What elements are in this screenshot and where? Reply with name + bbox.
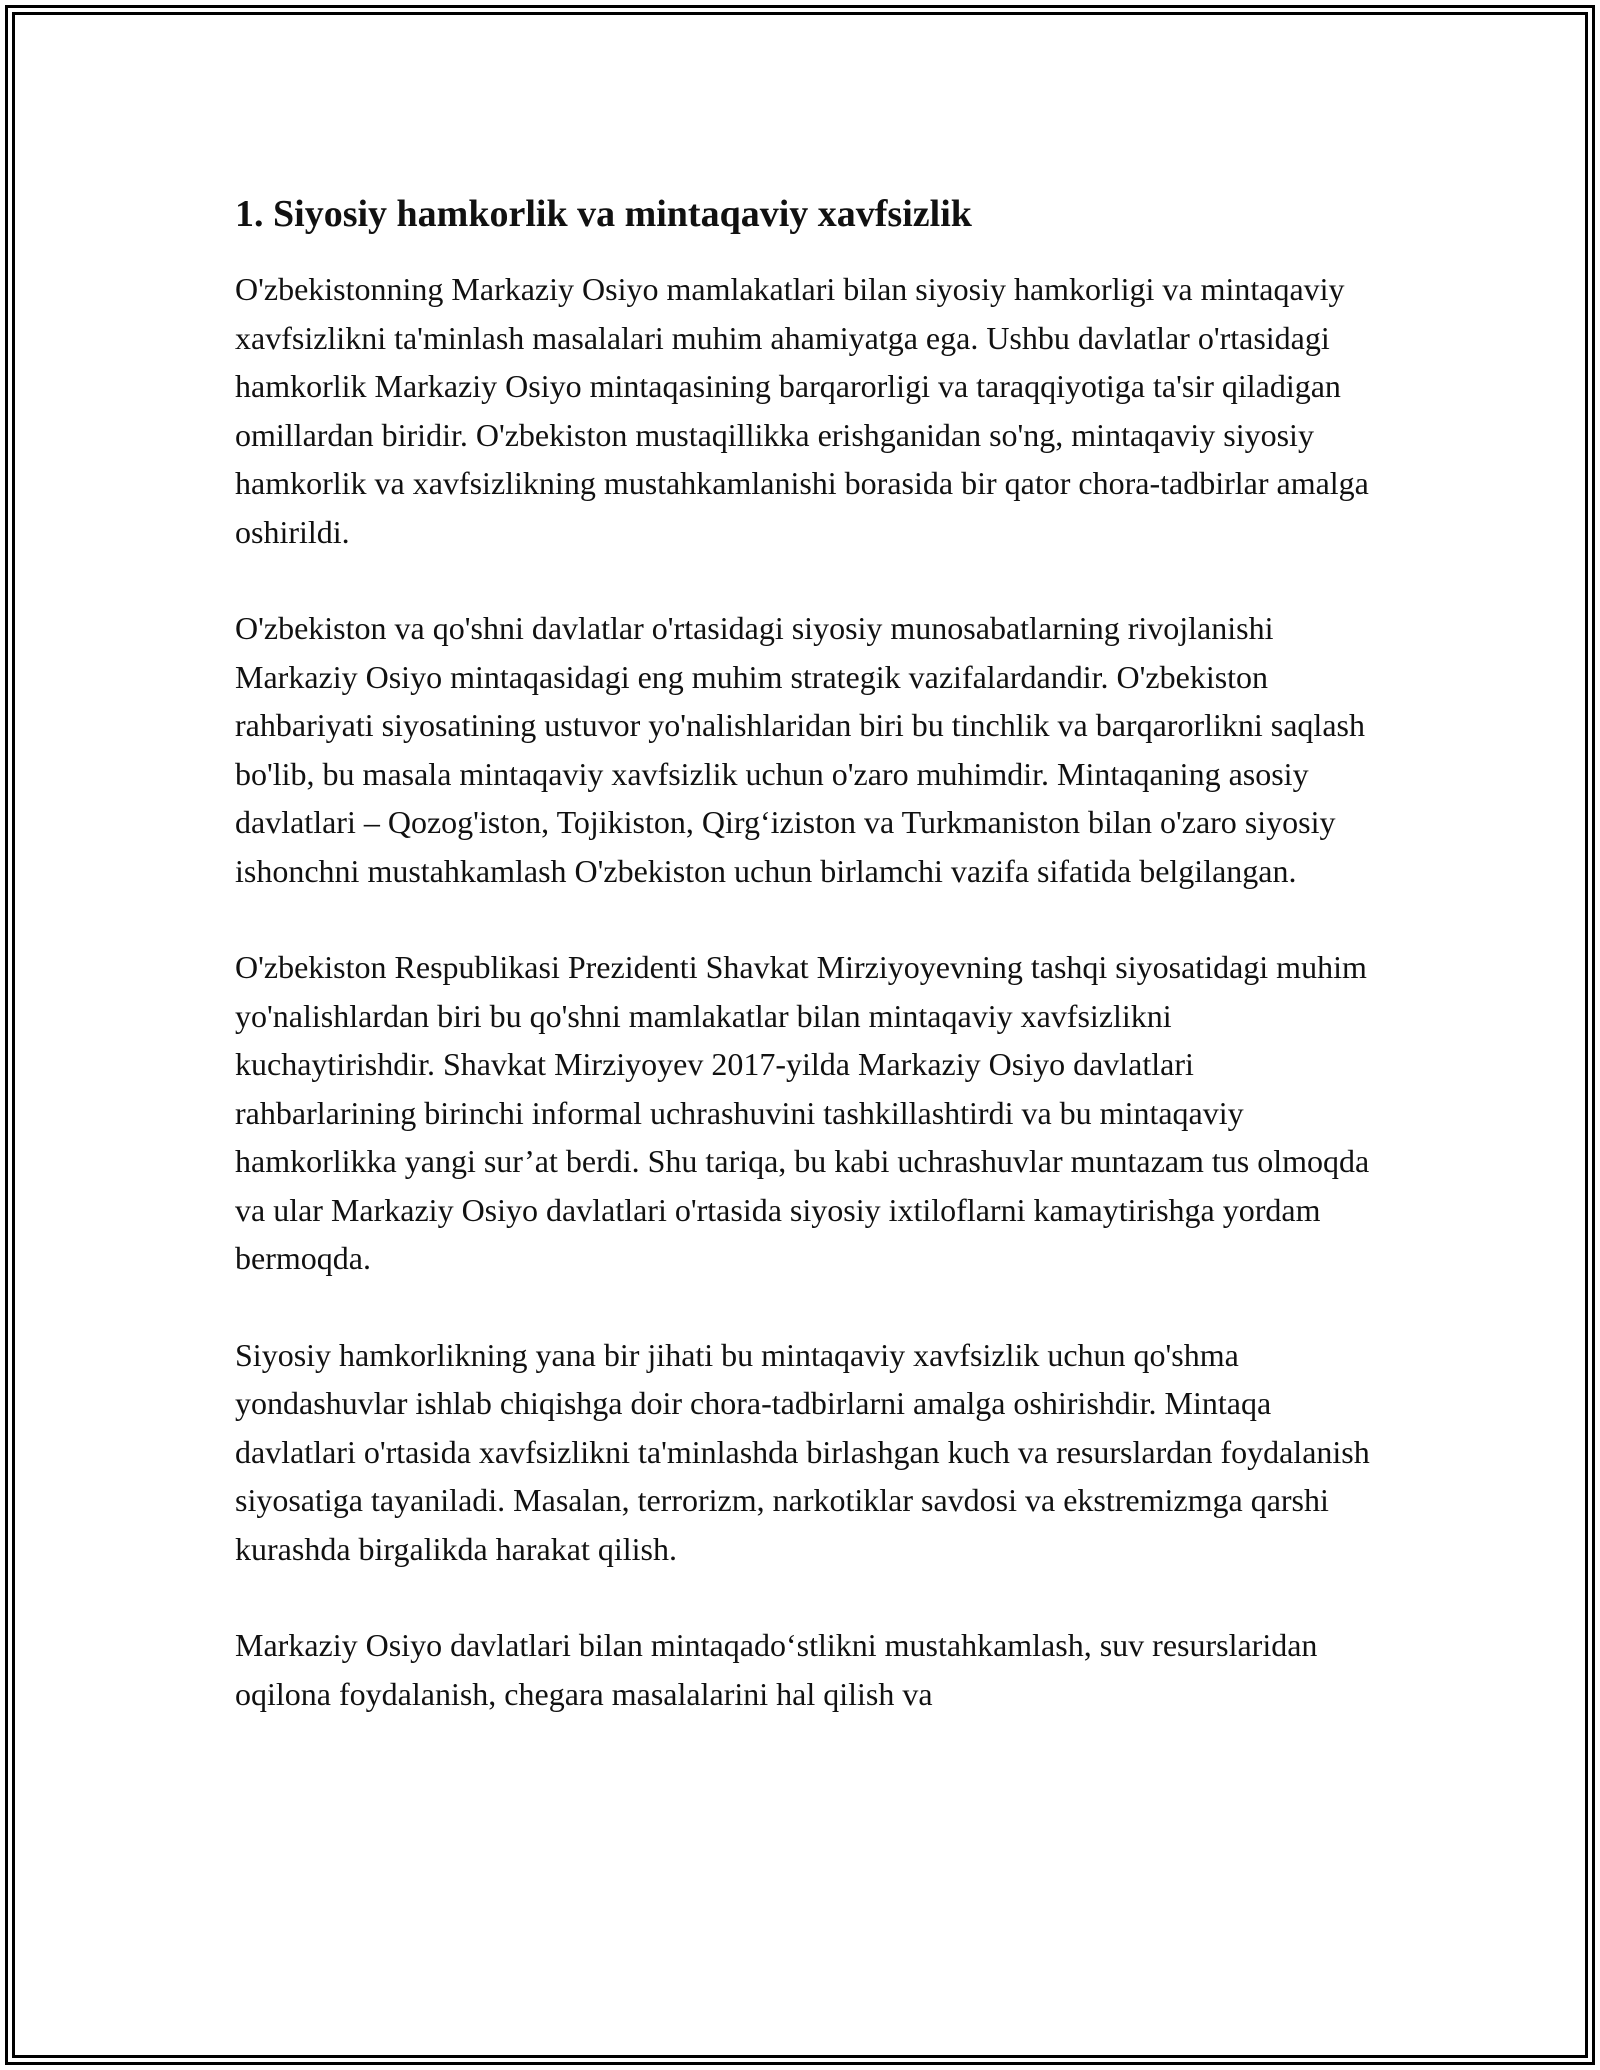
paragraph-2: O'zbekiston va qo'shni davlatlar o'rtasidagi siyosiy munosabatlarning rivojlanishi Markaziy Osiyo mintaqasidagi eng muhim strategik vazifalardandir. O'zbekiston rahbariyati siyosatining ustuvor yo'nalishlaridan biri bu tinchlik va barqarorlikni saqlash bo'lib, bu masala mintaqaviy xavfsizlik uchun o'zaro muhimdir. Mintaqaning asosiy davlatlari – Qozog'iston, Tojikiston, Qirg‘iziston va Turkmaniston bilan o'zaro siyosiy ishonchni mustahkamlash O'zbekiston uchun birlamchi vazifa sifatida belgilangan.	[235, 610, 1365, 889]
paragraph-5: Markaziy Osiyo davlatlari bilan mintaqado‘stlikni mustahkamlash, suv resurslaridan oqilona foydalanish, chegara masalalarini hal qilish va	[235, 1627, 1318, 1712]
paragraph-3: O'zbekiston Respublikasi Prezidenti Shavkat Mirziyoyevning tashqi siyosatidagi muhim yo'nalishlardan biri bu qo'shni mamlakatlar bilan mintaqaviy xavfsizlikni kuchaytirishdir. Shavkat Mirziyoyev 2017-yilda Markaziy Osiyo davlatlari rahbarlarining birinchi informal uchrashuvini tashkillashtirdi va bu mintaqaviy hamkorlikka yangi sur’at berdi. Shu tariqa, bu kabi uchrashuvlar muntazam tus olmoqda va ular Markaziy Osiyo davlatlari o'rtasida siyosiy ixtiloflarni kamaytirishga yordam bermoqda.	[235, 949, 1370, 1276]
paragraph-4: Siyosiy hamkorlikning yana bir jihati bu mintaqaviy xavfsizlik uchun qo'shma yondashuvlar ishlab chiqishga doir chora-tadbirlarni amalga oshirishdir. Mintaqa davlatlari o'rtasida xavfsizlikni ta'minlashda birlashgan kuch va resurslardan foydalanish siyosatiga tayaniladi. Masalan, terrorizm, narkotiklar savdosi va ekstremizmga qarshi kurashda birgalikda harakat qilish.	[235, 1336, 1370, 1567]
document-page	[235, 188, 1375, 1766]
section-heading: 1. Siyosiy hamkorlik va mintaqaviy xavfsizlik	[235, 193, 972, 235]
paragraph-1: O'zbekistonning Markaziy Osiyo mamlakatlari bilan siyosiy hamkorligi va mintaqaviy xavfsizlikni ta'minlash masalalari muhim ahamiyatga ega. Ushbu davlatlar o'rtasidagi hamkorlik Markaziy Osiyo mintaqasining barqarorligi va taraqqiyotiga ta'sir qiladigan omillardan biridir. O'zbekiston mustaqillikka erishganidan so'ng, mintaqaviy siyosiy hamkorlik va xavfsizlikning mustahkamlanishi borasida bir qator chora-tadbirlar amalga oshirildi.	[235, 271, 1369, 550]
